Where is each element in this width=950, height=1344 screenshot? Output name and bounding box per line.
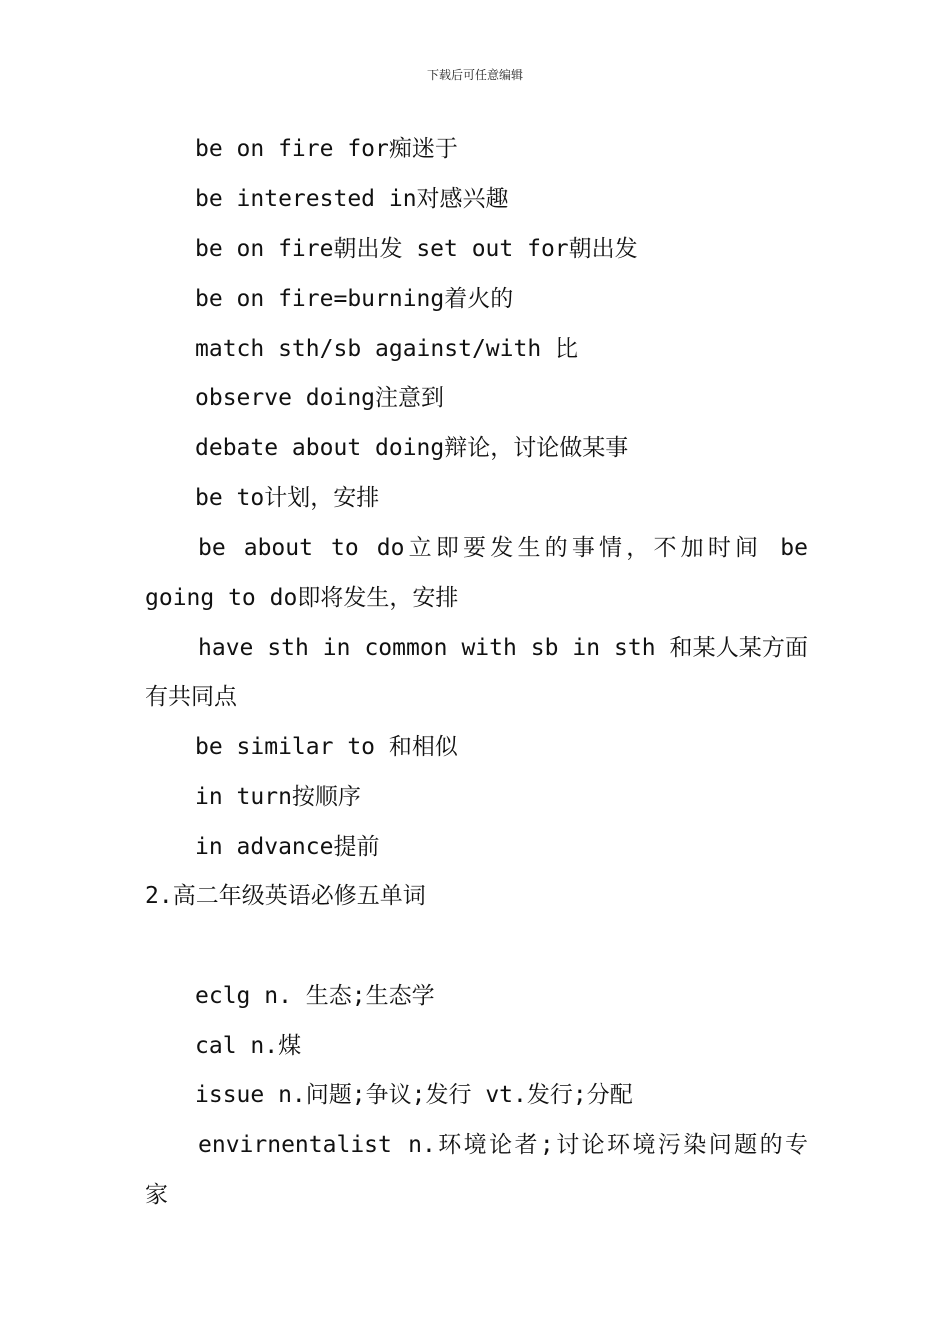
text-line: be about to do立即要发生的事情，不加时间 be xyxy=(198,535,808,561)
text-line: be to计划，安排 xyxy=(195,485,380,511)
text-line: have sth in common with sb in sth 和某人某方面 xyxy=(198,635,808,661)
text-line: debate about doing辩论，讨论做某事 xyxy=(195,435,629,461)
text-line: in turn按顺序 xyxy=(195,784,361,810)
text-line: 有共同点 xyxy=(145,684,237,710)
text-line: eclg n. 生态;生态学 xyxy=(195,983,435,1009)
text-line: be on fire=burning着火的 xyxy=(195,286,514,312)
text-line: observe doing注意到 xyxy=(195,385,445,411)
section-heading: 2.高二年级英语必修五单词 xyxy=(145,883,426,909)
text-line: match sth/sb against/with 比 xyxy=(195,336,579,362)
text-line: issue n.问题;争议;发行 vt.发行;分配 xyxy=(195,1082,633,1108)
text-line: envirnentalist n.环境论者;讨论环境污染问题的专 xyxy=(198,1132,808,1158)
text-line: be similar to 和相似 xyxy=(195,734,458,760)
text-line: in advance提前 xyxy=(195,834,380,860)
text-line: 家 xyxy=(145,1182,168,1208)
text-line: be interested in对感兴趣 xyxy=(195,186,509,212)
text-line: be on fire朝出发 set out for朝出发 xyxy=(195,236,638,262)
text-line: cal n.煤 xyxy=(195,1033,302,1059)
page-header: 下载后可任意编辑 xyxy=(426,68,523,82)
text-line: be on fire for痴迷于 xyxy=(195,136,458,162)
text-line: going to do即将发生，安排 xyxy=(145,585,459,611)
